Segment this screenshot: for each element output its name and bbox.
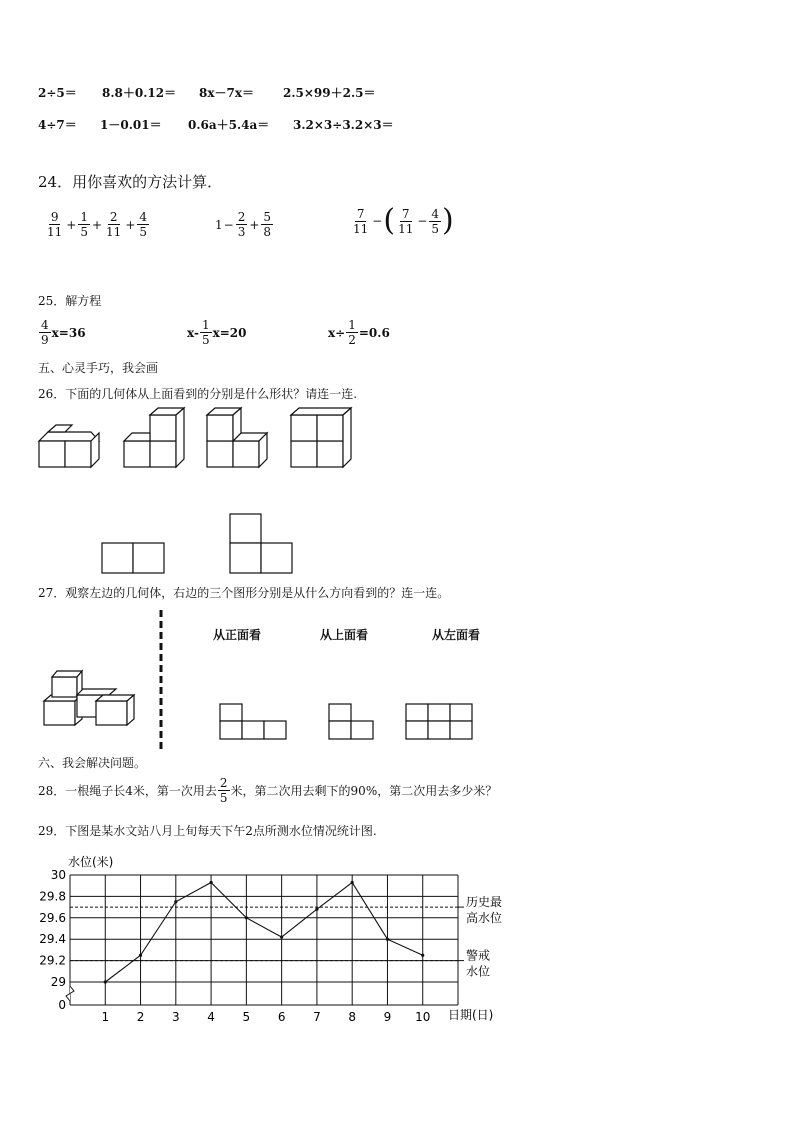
solid-3 — [207, 408, 267, 467]
equation-tail: x=36 — [51, 325, 86, 340]
data-point — [174, 900, 177, 903]
numerator: 1 — [348, 318, 356, 332]
reference-label: 水位 — [466, 964, 491, 979]
left-paren: ( — [383, 203, 396, 238]
denominator: 8 — [263, 225, 272, 239]
x-tick-label: 1 — [101, 1010, 110, 1024]
view-top — [329, 704, 373, 739]
denominator: 11 — [106, 225, 122, 239]
y-tick-label: 30 — [50, 868, 66, 882]
denominator: 9 — [41, 333, 49, 347]
numerator: 2 — [219, 776, 228, 790]
calc-item: 0.6a＋5.4a＝ — [188, 118, 270, 132]
denominator: 5 — [80, 225, 88, 239]
operator: + — [125, 217, 136, 232]
view-front — [220, 704, 286, 739]
chart-grid — [66, 875, 458, 1005]
y-tick-label: 29.6 — [39, 910, 66, 925]
denominator: 11 — [398, 221, 414, 236]
reference-label: 高水位 — [466, 911, 503, 926]
view-left — [406, 704, 472, 739]
reference-label: 警戒 — [466, 948, 491, 963]
y-tick-label: 29.2 — [39, 953, 66, 968]
data-point — [209, 881, 212, 884]
data-point — [386, 938, 389, 941]
q28-text-pre: 28．一根绳子长4米，第一次用去 — [38, 784, 217, 798]
top-view-2 — [230, 514, 292, 573]
q25-equation-1 — [38, 318, 86, 347]
denominator: 5 — [201, 333, 210, 347]
equation-lead: x- — [187, 325, 199, 340]
operator: + — [249, 217, 260, 232]
q27-title: 27．观察左边的几何体，右边的三个图形分别是从什么方向看到的？连一连。 — [38, 586, 450, 600]
operator: − — [372, 214, 383, 228]
q28-text-post: 米，第二次用去剩下的90%，第二次用去多少米？ — [230, 784, 498, 798]
numerator: 4 — [139, 210, 148, 224]
data-point — [315, 908, 318, 911]
numerator: 1 — [80, 210, 88, 224]
numerator: 7 — [356, 206, 365, 221]
numerator: 2 — [237, 210, 246, 224]
operator: − — [417, 214, 428, 228]
solid-2 — [124, 408, 184, 467]
denominator: 5 — [219, 791, 228, 805]
numerator: 5 — [263, 210, 272, 224]
calc-item: 3.2×3÷3.2×3＝ — [293, 118, 394, 132]
label-top-view: 从上面看 — [320, 628, 369, 642]
data-point — [421, 954, 424, 957]
q24-expression-3 — [350, 203, 454, 238]
denominator: 3 — [237, 225, 246, 239]
equation-tail: x=20 — [212, 325, 247, 340]
right-paren: ) — [442, 203, 454, 238]
x-tick-label: 3 — [171, 1010, 180, 1024]
section-5-heading: 五、心灵手巧，我会画 — [38, 361, 159, 375]
top-view-1 — [102, 543, 164, 573]
y-tick-label: 29 — [50, 975, 66, 989]
data-point — [280, 935, 283, 938]
x-tick-label: 4 — [207, 1010, 215, 1024]
numerator: 9 — [50, 210, 59, 224]
numerator: 4 — [41, 318, 49, 332]
numerator: 7 — [401, 206, 410, 221]
x-axis-label: 日期(日) — [448, 1008, 494, 1022]
equation-lead: x÷ — [328, 325, 346, 340]
reference-label: 历史最 — [466, 895, 503, 910]
x-tick-label: 6 — [277, 1010, 286, 1024]
y-tick-label: 29.4 — [39, 932, 66, 947]
x-tick-label: 9 — [383, 1010, 392, 1024]
denominator: 11 — [47, 225, 63, 239]
calc-item: 4÷7＝ — [38, 118, 77, 132]
x-tick-labels — [101, 1010, 430, 1024]
operator: + — [91, 217, 103, 232]
q28-text — [38, 776, 497, 805]
x-tick-label: 10 — [415, 1010, 431, 1024]
calc-item: 8x－7x＝ — [199, 86, 255, 100]
q25-equation-3 — [328, 318, 390, 347]
label-left-view: 从左面看 — [432, 628, 481, 642]
numerator: 2 — [109, 210, 118, 224]
q29-title: 29．下图是某水文站八月上旬每天下午2点所测水位情况统计图. — [38, 824, 377, 838]
data-point — [351, 881, 354, 884]
reference-lines — [70, 894, 502, 979]
operator: + — [66, 217, 77, 232]
denominator: 5 — [431, 221, 440, 236]
solid-4 — [291, 408, 351, 467]
x-tick-label: 5 — [242, 1010, 251, 1024]
label-front-view: 从正面看 — [213, 628, 262, 642]
solid-1 — [39, 425, 99, 467]
y-tick-label: 0 — [58, 998, 66, 1012]
water-level-chart — [30, 848, 530, 1033]
calc-item: 1－0.01＝ — [100, 118, 162, 132]
solid-composite — [44, 671, 134, 725]
denominator: 2 — [348, 333, 356, 347]
y-axis-label: 水位(米) — [68, 855, 114, 869]
q27-figures — [40, 608, 490, 753]
x-tick-label: 8 — [348, 1010, 357, 1024]
denominator: 11 — [353, 221, 369, 236]
q26-title: 26．下面的几何体从上面看到的分别是什么形状？请连一连. — [38, 387, 358, 401]
data-point — [104, 980, 107, 983]
q24-expression-2 — [215, 210, 274, 239]
q24-expression-1 — [44, 210, 150, 239]
numerator: 4 — [431, 206, 440, 221]
calc-item: 8.8＋0.12＝ — [102, 86, 177, 100]
numerator: 1 — [201, 318, 210, 332]
q24-title: 24．用你喜欢的方法计算． — [38, 173, 223, 191]
data-point — [245, 916, 248, 919]
series-polyline — [105, 882, 422, 982]
calc-item: 2.5×99＋2.5＝ — [283, 86, 376, 100]
section-6-heading: 六、我会解决问题。 — [38, 756, 147, 770]
q25-equation-2 — [187, 318, 247, 347]
axis-break — [66, 986, 74, 1001]
operator: − — [223, 217, 234, 232]
q26-figures — [30, 405, 360, 575]
data-point — [139, 954, 142, 957]
equation-tail: =0.6 — [358, 325, 390, 340]
y-tick-labels — [39, 868, 66, 1012]
number: 1 — [215, 217, 223, 232]
x-tick-label: 2 — [136, 1010, 145, 1024]
y-tick-label: 29.8 — [39, 889, 66, 904]
q25-title: 25．解方程 — [38, 294, 102, 308]
denominator: 5 — [139, 225, 148, 239]
x-tick-label: 7 — [313, 1010, 321, 1024]
calc-item: 2÷5＝ — [38, 86, 77, 100]
